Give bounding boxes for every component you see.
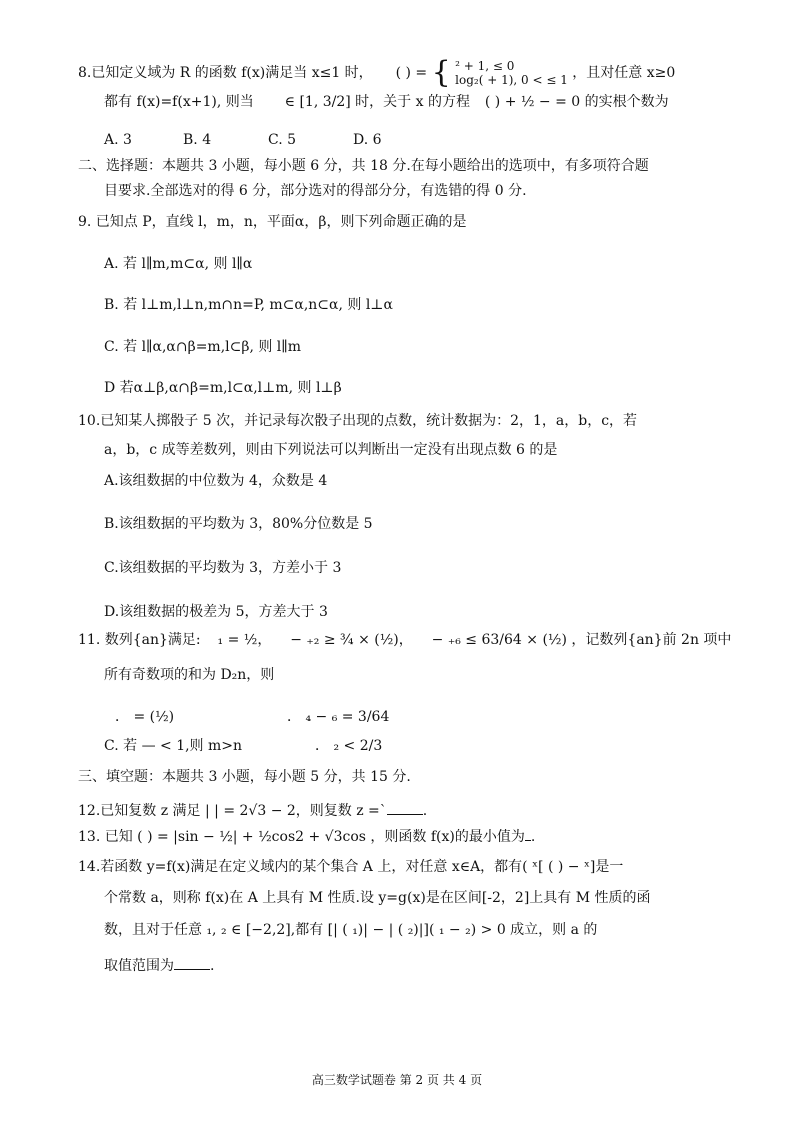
q8-line2-b: 时，关于 x 的方程	[355, 94, 470, 110]
q8-brace: {	[431, 55, 451, 90]
page-footer: 高三数学试题卷 第 2 页 共 4 页	[311, 1073, 483, 1087]
q8-interval: ∈ [1, 3/2]	[284, 94, 351, 110]
q11-option-d: ． ₂ < 2/3	[315, 738, 383, 754]
q11-cond3: − ₊₆ ≤ 63/64 × (½)	[431, 632, 567, 648]
q8-piece2: log₂( + 1), 0 < ≤ 1	[455, 73, 568, 87]
q10-stem-line2: a，b，c 成等差数列，则由下列说法可以判断出一定没有出现点数 6 的是	[104, 442, 558, 458]
q14-line4	[104, 955, 214, 976]
q14-line2: 个常数 a，则称 f(x)在 A 上具有 M 性质.设 y=g(x)是在区间[-2，2]上具有 M 性质的函	[104, 890, 651, 906]
q8-option-d: D. 6	[353, 132, 382, 148]
q10-option-b: B.该组数据的平均数为 3，80%分位数是 5	[104, 516, 373, 532]
q8-piecewise	[455, 59, 568, 87]
section3-header: 三、填空题：本题共 3 小题，每小题 5 分，共 15 分.	[78, 769, 411, 785]
q12	[78, 800, 427, 821]
q8-piece1: ² + 1, ≤ 0	[455, 59, 515, 73]
q11-stem-b: ，记数列{an}前 2n 项中	[571, 632, 732, 648]
q8-func-lhs: ( ) =	[395, 65, 428, 81]
q12-text: 12.已知复数 z 满足 | | = 2√3 − 2，则复数 z =`	[78, 803, 387, 819]
q11-cond1: ₁ = ½，	[217, 632, 272, 648]
q8-equation: ( ) + ½ − = 0	[484, 94, 581, 110]
q9-option-a: A. 若 l∥m,m⊂α, 则 l∥α	[104, 256, 253, 272]
q12-answer-blank[interactable]	[387, 800, 423, 815]
q14-end: .	[210, 958, 215, 974]
q9-option-c: C. 若 l∥α,α∩β=m,l⊂β, 则 l∥m	[104, 339, 302, 355]
q13-text: 13. 已知 ( ) = |sin − ½| + ½cos2 + √3cos ，则函数 f(x)的最小值为	[78, 829, 525, 845]
q11-option-c: C. 若 — < 1,则 m>n	[104, 738, 243, 754]
section2-header-line1: 二、选择题：本题共 3 小题，每小题 6 分，共 18 分.在每小题给出的选项中，有多项符合题	[78, 158, 649, 174]
q11-option-b: ． ₄ − ₆ = 3/64	[287, 709, 390, 725]
q11-option-a: ． = (½)	[115, 709, 175, 725]
q10-option-a: A.该组数据的中位数为 4，众数是 4	[104, 473, 328, 489]
q10-option-c: C.该组数据的平均数为 3，方差小于 3	[104, 560, 342, 576]
q14-line4-text: 取值范围为	[104, 958, 174, 974]
q10-stem-line1: 10.已知某人掷骰子 5 次，并记录每次骰子出现的点数，统计数据为：2，1，a，b，c，若	[78, 413, 638, 429]
q8-option-a: A. 3	[104, 132, 132, 148]
q11-line1	[78, 630, 731, 650]
q8-stem-a: 8.已知定义域为 R 的函数 f(x)满足当 x≤1 时，	[78, 65, 373, 81]
q14-line1: 14.若函数 y=f(x)满足在定义域内的某个集合 A 上，对任意 x∈A，都有( ˣ[ ( ) − ˣ]是一	[78, 859, 624, 875]
q8-stem-b: ，且对任意 x≥0	[572, 65, 676, 81]
q11-cond2: − ₊₂ ≥ ¾ × (½)，	[290, 632, 413, 648]
q8-line2	[104, 92, 669, 112]
q10-option-d: D.该组数据的极差为 5，方差大于 3	[104, 604, 328, 620]
q13-end: .	[530, 829, 536, 845]
q11-stem-a: 11. 数列{an}满足:	[78, 632, 201, 648]
q8-option-c: C. 5	[268, 132, 297, 148]
q13	[78, 826, 535, 847]
q9-stem: 9. 已知点 P，直线 l，m，n，平面α，β，则下列命题正确的是	[78, 214, 467, 230]
q14-line3: 数，且对于任意 ₁, ₂ ∈ [−2,2],都有 [| ( ₁)| − | ( ₂)|]( ₁ − ₂) > 0 成立，则 a 的	[104, 922, 598, 938]
q8-line1	[78, 55, 676, 90]
q9-option-d: D 若α⊥β,α∩β=m,l⊂α,l⊥m, 则 l⊥β	[104, 380, 342, 396]
q8-line2-a: 都有 f(x)=f(x+1), 则当	[104, 94, 254, 110]
q9-option-b: B. 若 l⊥m,l⊥n,m∩n=P, m⊂α,n⊂α, 则 l⊥α	[104, 297, 393, 313]
q14-answer-blank[interactable]	[174, 955, 210, 970]
section2-header-line2: 目要求.全部选对的得 6 分，部分选对的得部分分，有选错的得 0 分.	[104, 183, 527, 199]
q11-stem-line2: 所有奇数项的和为 D₂n，则	[104, 667, 275, 683]
q12-end: .	[422, 803, 428, 819]
q8-option-b: B. 4	[183, 132, 212, 148]
q8-line2-c: 的实根个数为	[584, 94, 669, 110]
